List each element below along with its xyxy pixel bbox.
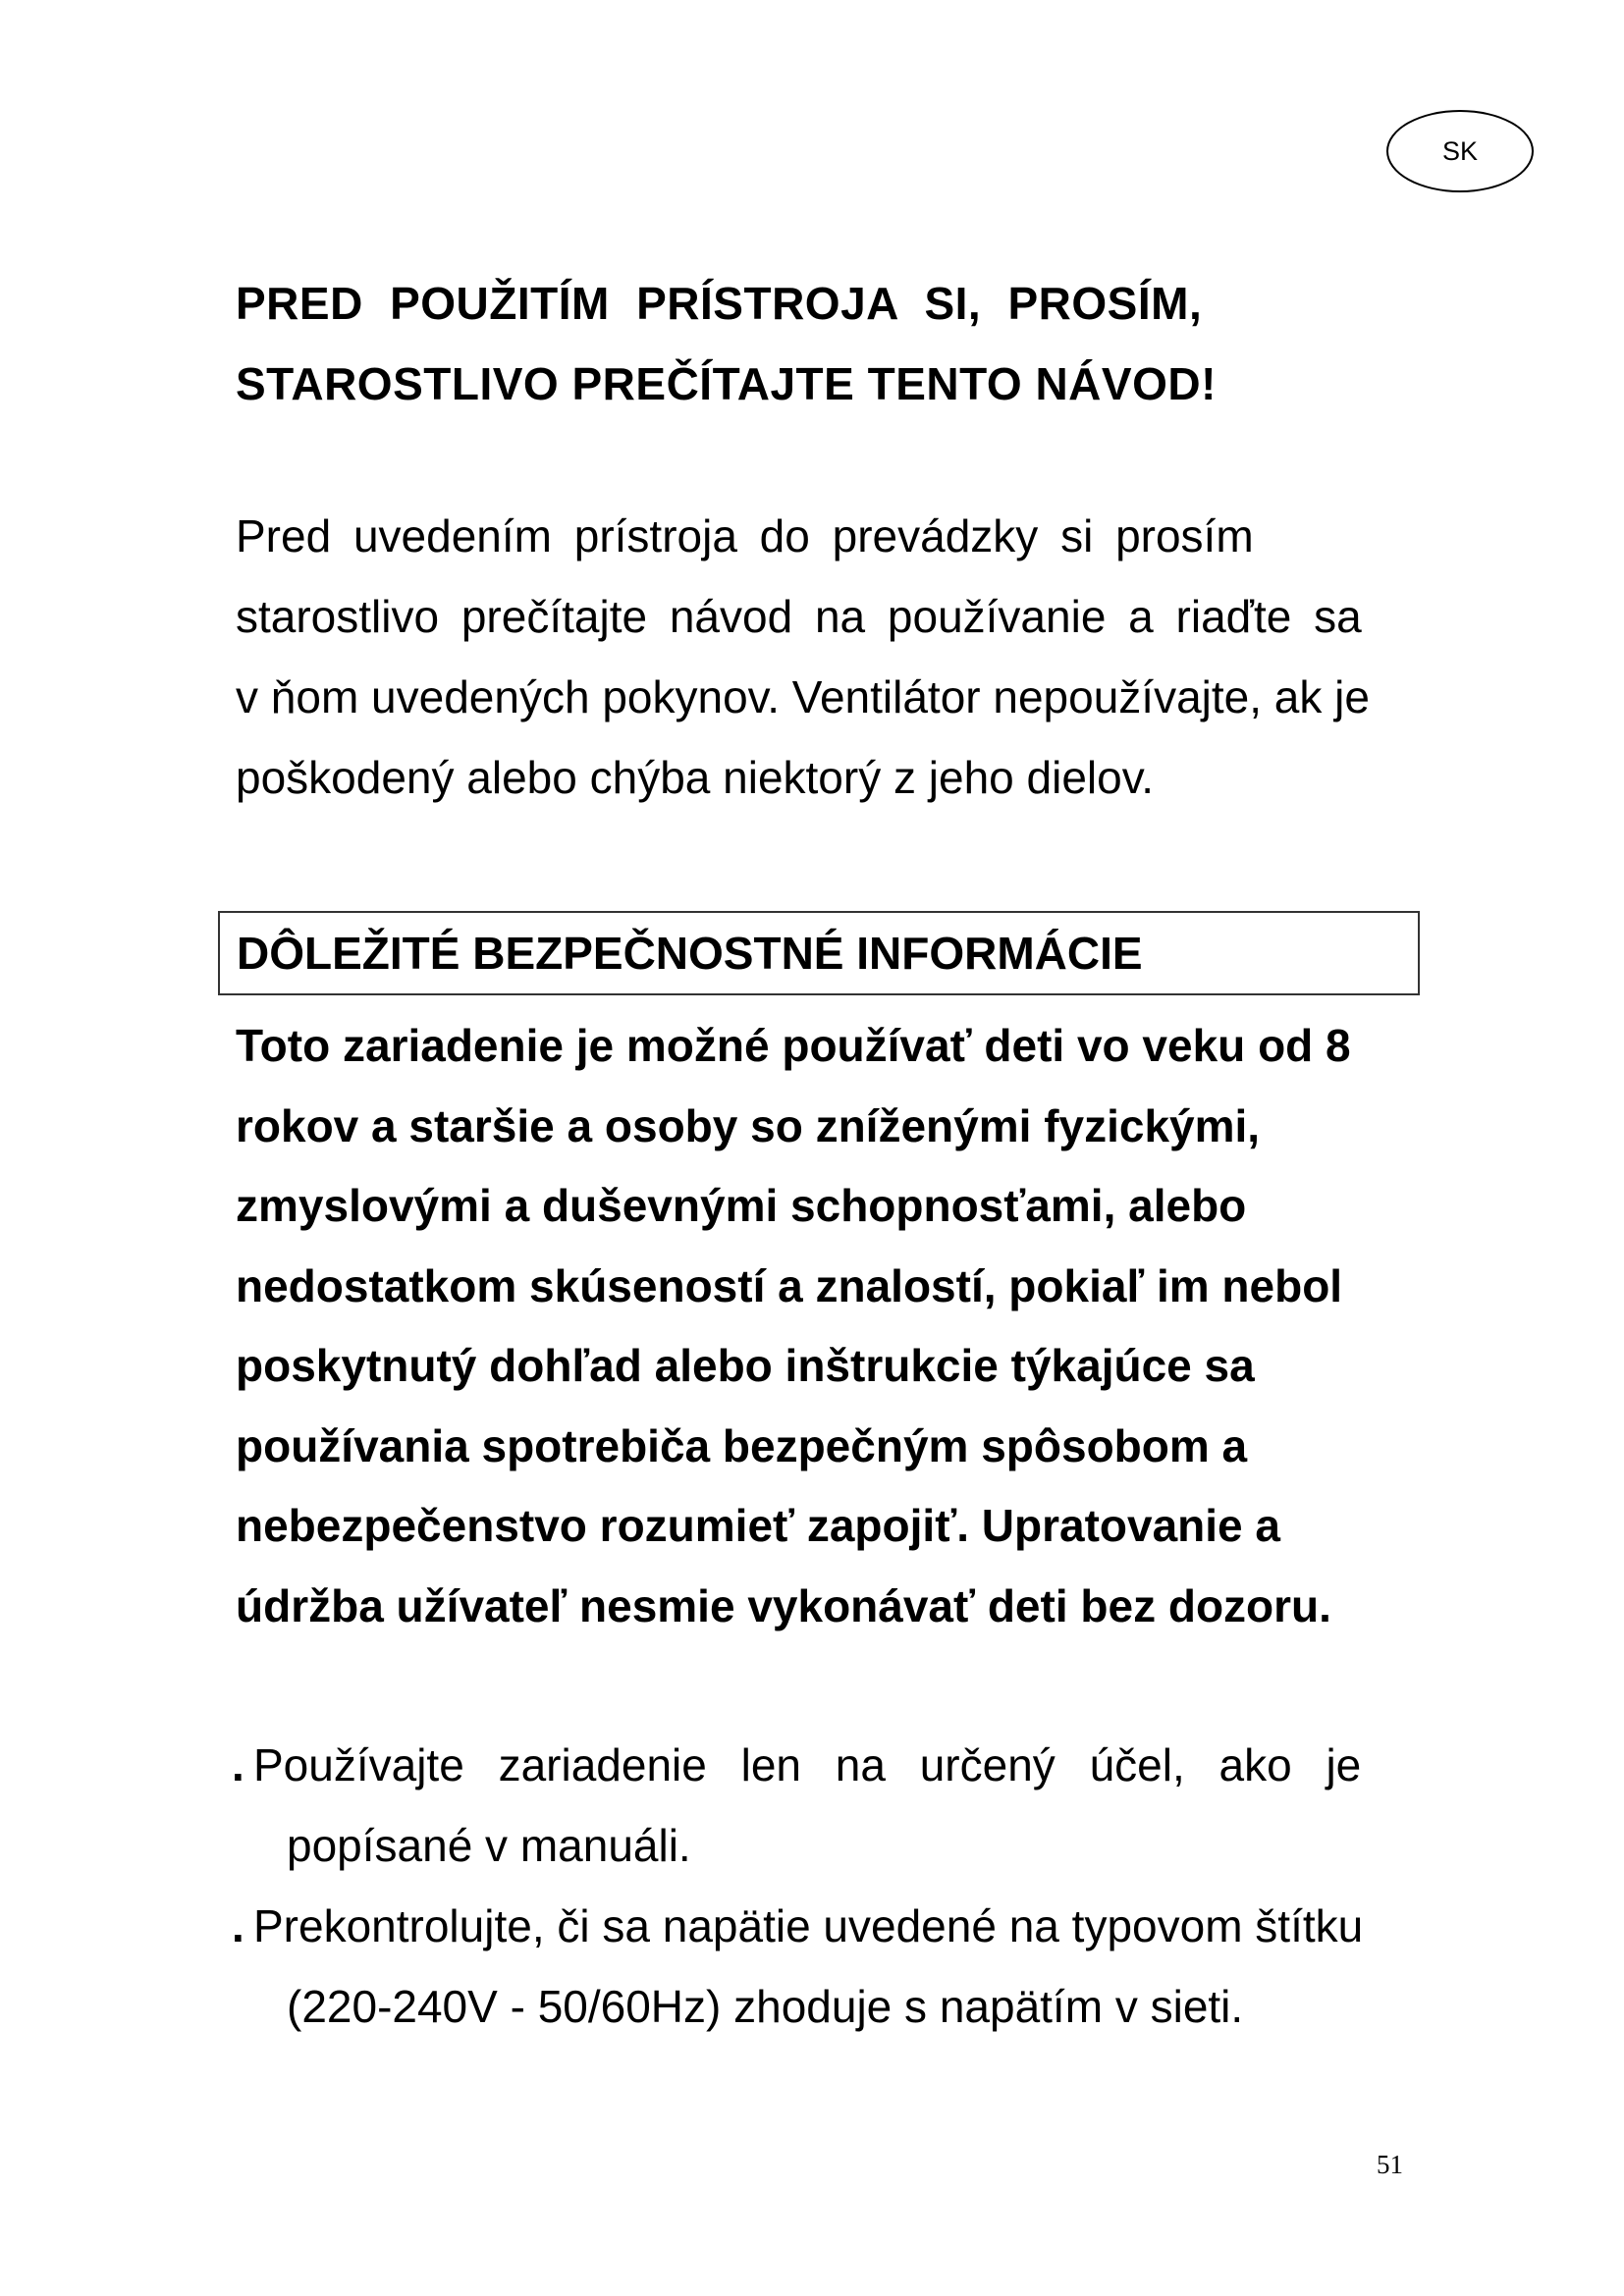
warning-line: poskytnutý dohľad alebo inštrukcie týkajúce sa <box>236 1340 1255 1391</box>
warning-line: používania spotrebiča bezpečným spôsobom a <box>236 1419 1248 1471</box>
warning-line: nedostatkom skúseností a znalostí, pokiaľ im nebol <box>236 1259 1343 1311</box>
page-number: 51 <box>1377 2150 1403 2179</box>
intro-line: v ňom uvedených pokynov. Ventilátor nepoužívajte, ak je <box>236 671 1370 722</box>
warning-line: údržba užívateľ nesmie vykonávať deti bez dozoru. <box>236 1579 1331 1631</box>
intro-line: Pred uvedením prístroja do prevádzky si prosím <box>236 510 1254 561</box>
list-item-line: Používajte zariadenie len na určený účel, ako je <box>253 1739 1362 1790</box>
title-line-1: PRED POUŽITÍM PRÍSTROJA SI, PROSÍM, <box>236 278 1203 329</box>
warning-line: rokov a staršie a osoby so zníženými fyzickými, <box>236 1099 1261 1151</box>
bullet-marker: . <box>232 1900 244 1951</box>
safety-heading: DÔLEŽITÉ BEZPEČNOSTNÉ INFORMÁCIE <box>237 928 1143 979</box>
list-item <box>228 1725 1426 1886</box>
intro-line: starostlivo prečítajte návod na používanie a riaďte sa <box>236 591 1362 642</box>
warning-line: zmyslovými a duševnými schopnosťami, alebo <box>236 1180 1247 1231</box>
bullet-marker: . <box>232 1739 244 1790</box>
safety-heading-box <box>218 911 1420 995</box>
intro-paragraph <box>236 496 1414 818</box>
warning-line: Toto zariadenie je možné používať deti vo veku od 8 <box>236 1020 1351 1071</box>
list-item-line: (220-240V - 50/60Hz) zhoduje s napätím v sieti. <box>287 1981 1244 2032</box>
list-item-line: popísané v manuáli. <box>287 1820 691 1871</box>
title-line-2: STAROSTLIVO PREČÍTAJTE TENTO NÁVOD! <box>236 358 1217 409</box>
page-title <box>236 263 1414 424</box>
list-item-line: Prekontrolujte, či sa napätie uvedené na typovom štítku <box>253 1900 1364 1951</box>
intro-line: poškodený alebo chýba niektorý z jeho dielov. <box>236 752 1155 803</box>
warning-line: nebezpečenstvo rozumieť zapojiť. Upratovanie a <box>236 1500 1280 1551</box>
instruction-list <box>228 1725 1426 2047</box>
language-badge: SK <box>1386 110 1534 192</box>
list-item <box>228 1886 1426 2047</box>
safety-warning-paragraph <box>236 1006 1414 1646</box>
